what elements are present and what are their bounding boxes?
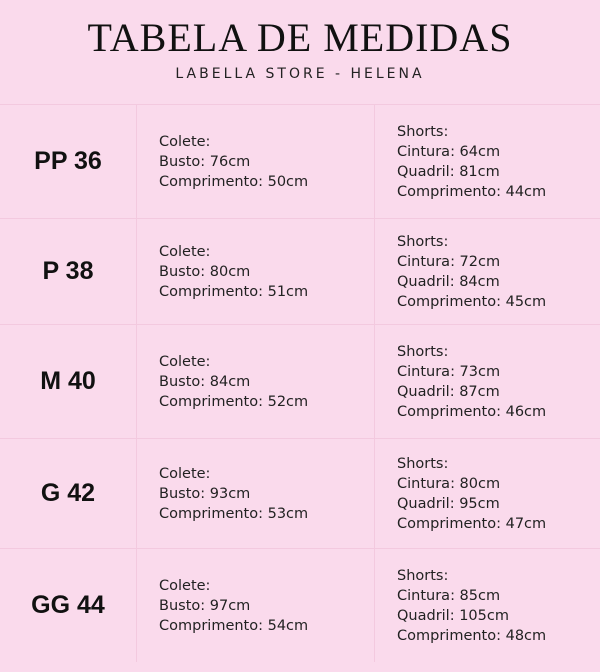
table-row xyxy=(0,438,600,548)
size-label: GG 44 xyxy=(0,549,137,662)
shorts-quadril: Quadril: 81cm xyxy=(397,163,500,180)
size-label: P 38 xyxy=(0,219,137,324)
colete-measurements xyxy=(137,325,375,438)
size-label: M 40 xyxy=(0,325,137,438)
size-label: PP 36 xyxy=(0,105,137,218)
shorts-comprimento: Comprimento: 45cm xyxy=(397,293,547,310)
shorts-quadril: Quadril: 84cm xyxy=(397,273,500,290)
colete-heading: Colete: xyxy=(159,353,211,370)
colete-comprimento: Comprimento: 50cm xyxy=(159,173,309,190)
colete-busto: Busto: 97cm xyxy=(159,597,251,614)
page-title: TABELA DE MEDIDAS xyxy=(87,15,513,60)
colete-heading: Colete: xyxy=(159,577,211,594)
store-subtitle: LABELLA STORE - HELENA xyxy=(175,66,425,82)
table-row xyxy=(0,218,600,324)
header xyxy=(0,0,600,104)
colete-comprimento: Comprimento: 54cm xyxy=(159,617,309,634)
shorts-heading: Shorts: xyxy=(397,123,449,140)
colete-measurements xyxy=(137,439,375,548)
shorts-measurements xyxy=(375,219,600,324)
colete-comprimento: Comprimento: 53cm xyxy=(159,505,309,522)
shorts-cintura: Cintura: 64cm xyxy=(397,143,501,160)
colete-measurements xyxy=(137,105,375,218)
table-row xyxy=(0,324,600,438)
shorts-comprimento: Comprimento: 46cm xyxy=(397,403,547,420)
shorts-heading: Shorts: xyxy=(397,567,449,584)
shorts-measurements xyxy=(375,325,600,438)
size-table xyxy=(0,104,600,662)
shorts-quadril: Quadril: 95cm xyxy=(397,495,500,512)
shorts-quadril: Quadril: 105cm xyxy=(397,607,509,624)
colete-heading: Colete: xyxy=(159,465,211,482)
colete-measurements xyxy=(137,549,375,662)
shorts-comprimento: Comprimento: 47cm xyxy=(397,515,547,532)
colete-measurements xyxy=(137,219,375,324)
shorts-comprimento: Comprimento: 48cm xyxy=(397,627,547,644)
table-row xyxy=(0,104,600,218)
shorts-cintura: Cintura: 73cm xyxy=(397,363,501,380)
shorts-measurements xyxy=(375,439,600,548)
colete-heading: Colete: xyxy=(159,243,211,260)
colete-busto: Busto: 93cm xyxy=(159,485,251,502)
shorts-quadril: Quadril: 87cm xyxy=(397,383,500,400)
shorts-measurements xyxy=(375,105,600,218)
colete-comprimento: Comprimento: 52cm xyxy=(159,393,309,410)
shorts-cintura: Cintura: 72cm xyxy=(397,253,501,270)
shorts-heading: Shorts: xyxy=(397,455,449,472)
size-label: G 42 xyxy=(0,439,137,548)
colete-comprimento: Comprimento: 51cm xyxy=(159,283,309,300)
shorts-comprimento: Comprimento: 44cm xyxy=(397,183,547,200)
shorts-heading: Shorts: xyxy=(397,343,449,360)
colete-busto: Busto: 76cm xyxy=(159,153,251,170)
colete-heading: Colete: xyxy=(159,133,211,150)
table-row xyxy=(0,548,600,662)
shorts-cintura: Cintura: 85cm xyxy=(397,587,501,604)
colete-busto: Busto: 84cm xyxy=(159,373,251,390)
shorts-measurements xyxy=(375,549,600,662)
shorts-heading: Shorts: xyxy=(397,233,449,250)
colete-busto: Busto: 80cm xyxy=(159,263,251,280)
shorts-cintura: Cintura: 80cm xyxy=(397,475,501,492)
